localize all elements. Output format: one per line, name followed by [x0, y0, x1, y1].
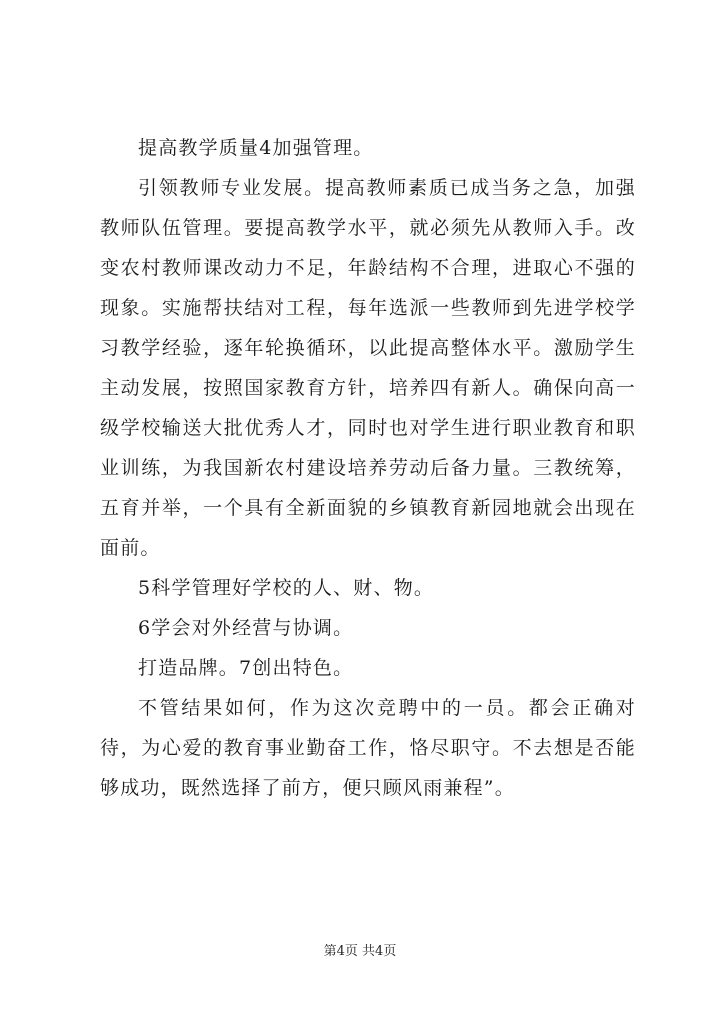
paragraph-heading: 提高教学质量4加强管理。 [138, 137, 374, 159]
paragraph-external-coordination: 6学会对外经营与协调。 [138, 617, 354, 639]
document-body [100, 128, 636, 808]
paragraph-teacher-development: 引领教师专业发展。提高教师素质已成当务之急，加强教师队伍管理。要提高教学水平，就必须先从教师入手。改变农村教师课改动力不足，年龄结构不合理，进取心不强的现象。实施帮扶结对工程，每年选派一些教师到先进学校学习教学经验，逐年轮换循环，以此提高整体水平。激励学生主动发展，按照国家教育方针，培养四有新人。确保向高一级学校输送大批优秀人才，同时也对学生进行职业教育和职业训练，为我国新农村建设培养劳动后备力量。三教统筹，五育并举，一个具有全新面貌的乡镇教育新园地就会出现在面前。 [100, 177, 636, 559]
paragraph-school-management: 5科学管理好学校的人、财、物。 [138, 577, 435, 599]
paragraph-brand: 打造品牌。7创出特色。 [138, 657, 354, 679]
paragraph-closing: 不管结果如何，作为这次竞聘中的一员。都会正确对待，为心爱的教育事业勤奋工作，恪尽职守。不去想是否能够成功，既然选择了前方，便只顾风雨兼程”。 [100, 697, 636, 799]
page-footer: 第4页 共4页 [323, 944, 397, 959]
